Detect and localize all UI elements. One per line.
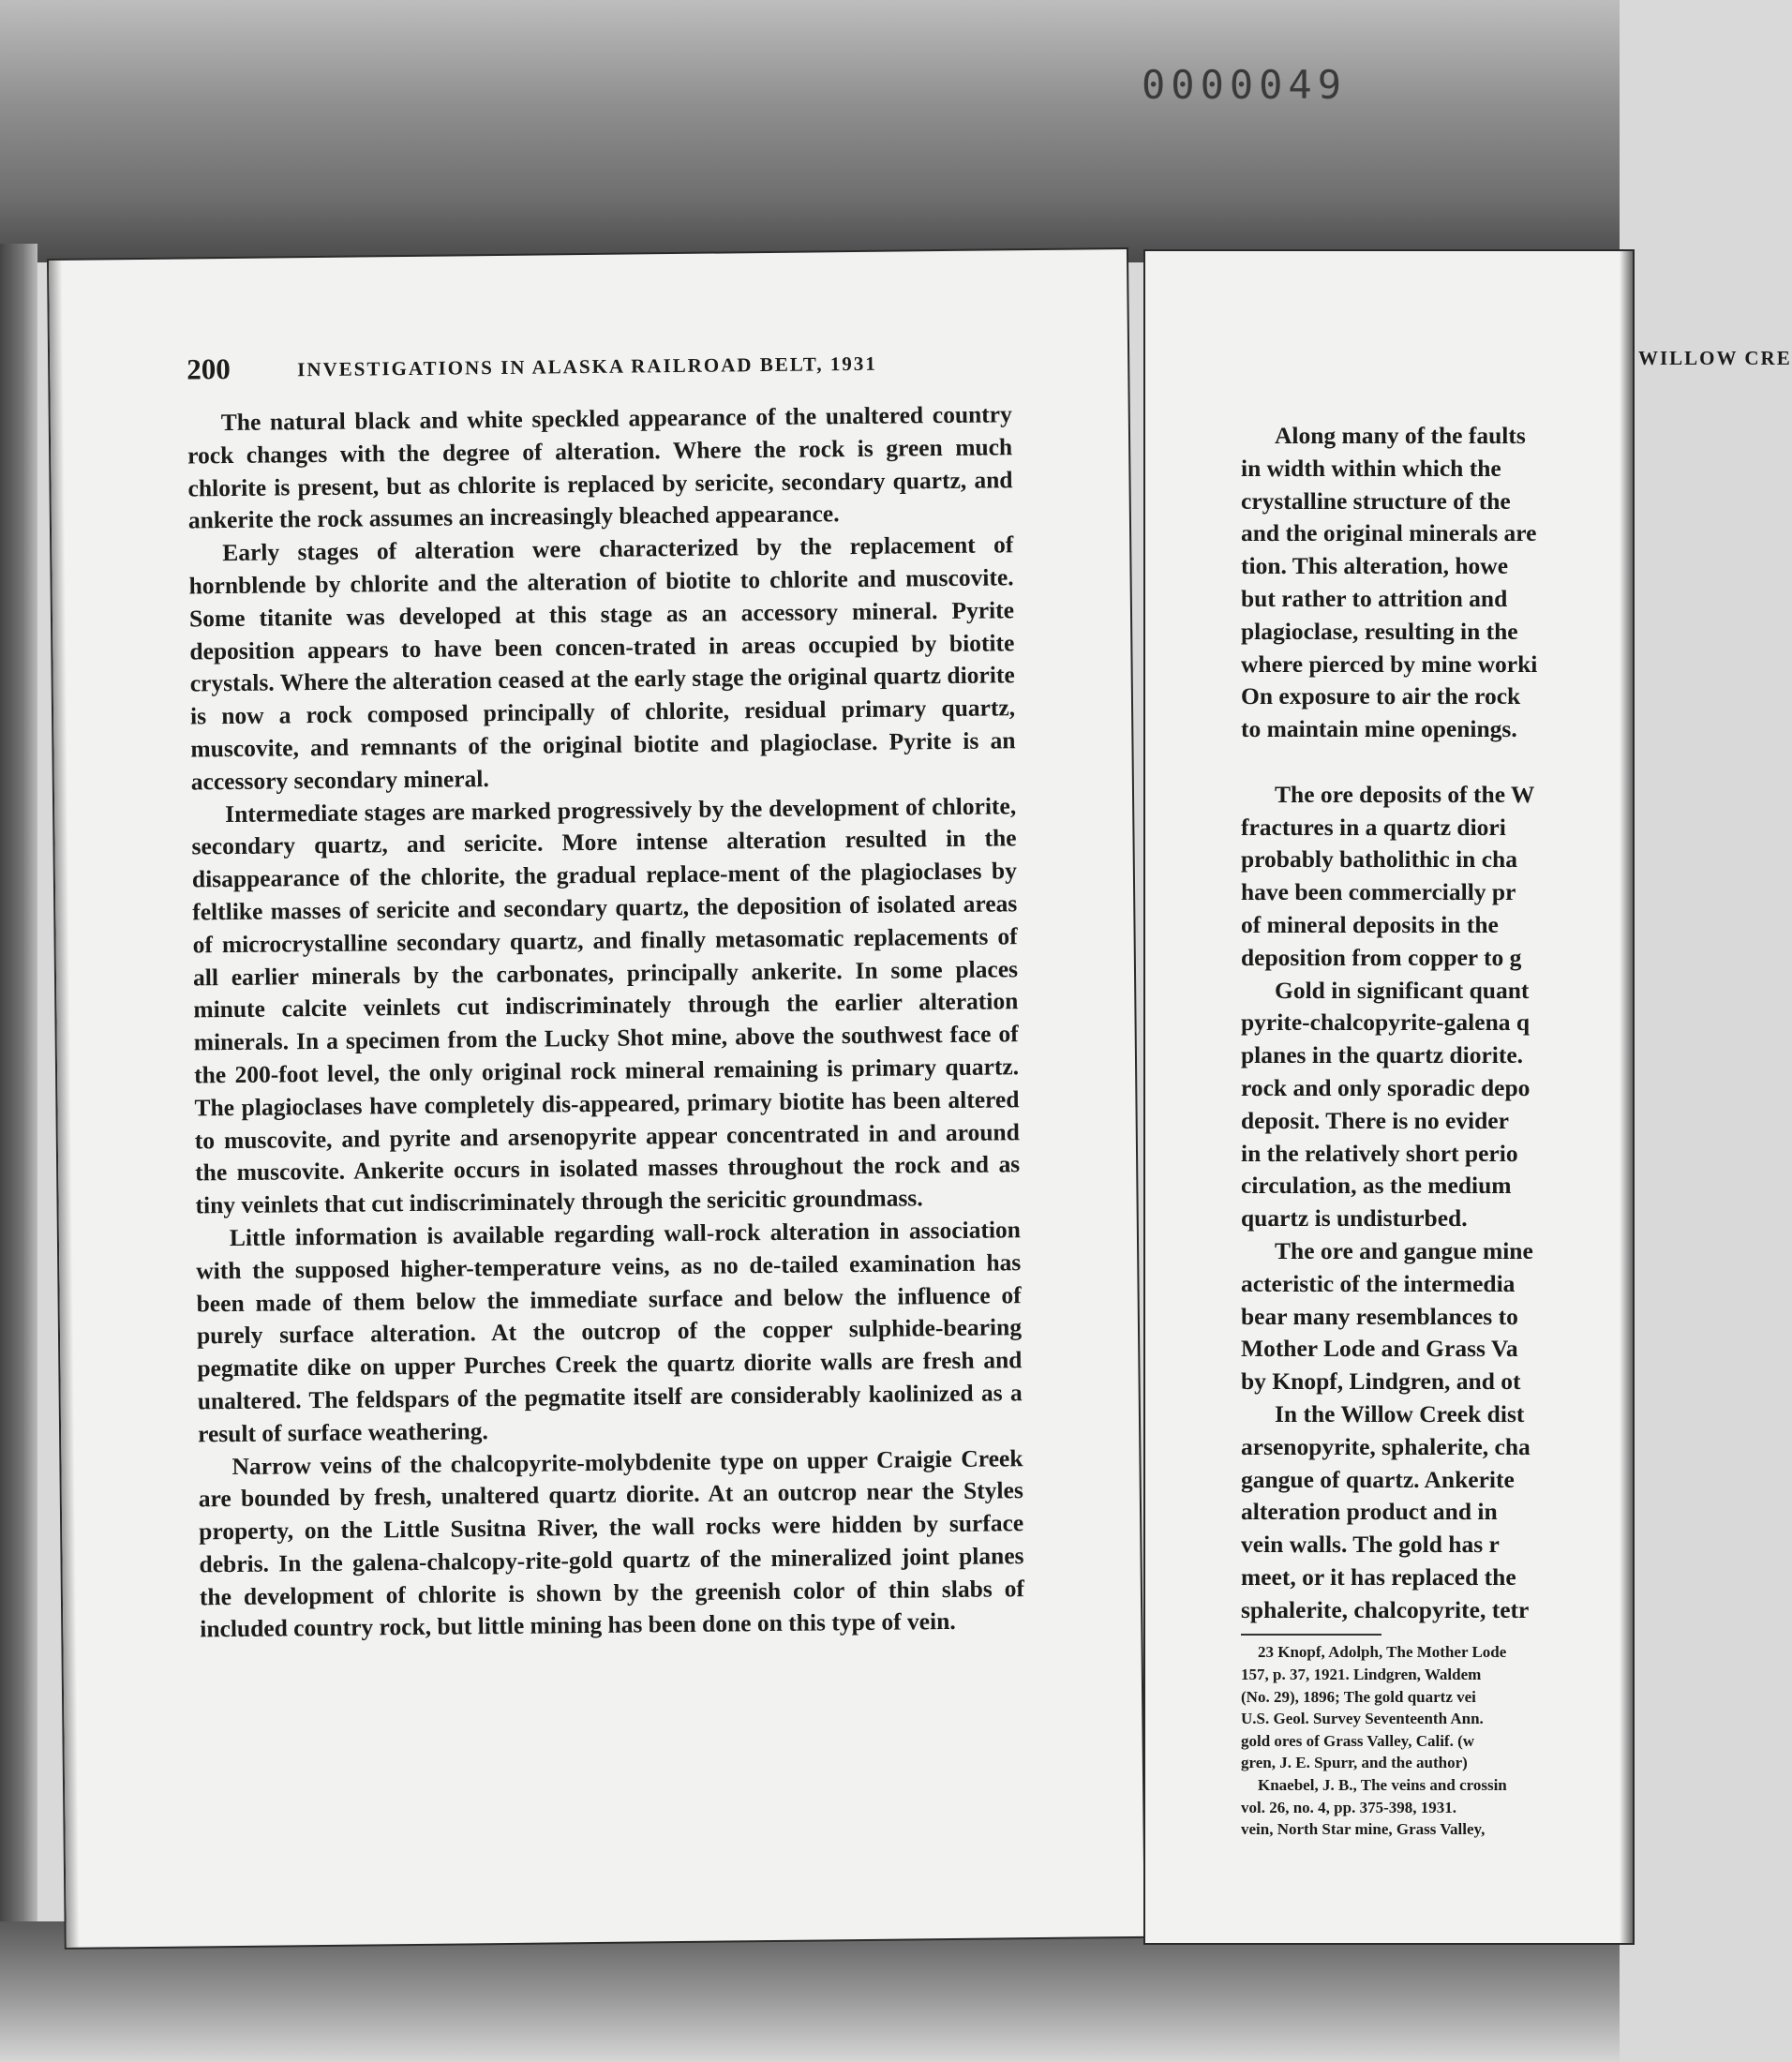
text-line: wall rocks were hidden by surface debris. In the galena-chalcopy- (199, 1509, 1024, 1578)
footnote-line: gold ores of Grass Valley, Calif. (w (1241, 1731, 1475, 1750)
paragraph (188, 529, 1016, 799)
text-line: accessory mineral. Pyrite deposition appears to have been concen- (189, 596, 1015, 665)
text-line: resulted in the disappearance of the chlorite, the gradual replace- (191, 824, 1017, 893)
text-line: ceased at the early stage the original quartz diorite is now a rock (189, 661, 1015, 730)
footnote-line: (No. 29), 1896; The gold quartz vei (1241, 1687, 1476, 1706)
document-id-stamp: 0000049 (1142, 62, 1348, 108)
text-line: of chlorite is shown by the greenish color of thin slabs of included (200, 1574, 1025, 1643)
text-line: circulation, as the medium (1241, 1172, 1512, 1200)
text-line: probably batholithic in cha (1241, 845, 1517, 874)
right-page-header (1241, 341, 1792, 379)
text-line: and arsenopyrite appear concentrated in and around the muscovite. (195, 1117, 1020, 1187)
left-page (49, 249, 1144, 1948)
text-line: deposit. There is no evider (1241, 1106, 1509, 1134)
text-line: planes in the quartz diorite. (1241, 1041, 1524, 1069)
footnote-line: vol. 26, no. 4, pp. 375-398, 1931. (1241, 1798, 1456, 1816)
text-line: Mother Lode and Grass Va (1241, 1335, 1518, 1363)
text-line: minerals. In a specimen from the Lucky Shot mine, above the (193, 1022, 835, 1056)
footnote-line: vein, North Star mine, Grass Valley, (1241, 1820, 1486, 1839)
text-line: bear many resemblances to (1241, 1302, 1518, 1330)
text-line: pyrite-chalcopyrite-galena q (1241, 1009, 1531, 1037)
text-line: acteristic of the intermedia (1241, 1269, 1516, 1297)
right-page-body (1241, 420, 1672, 1626)
text-line: alteration product and in (1241, 1498, 1498, 1526)
text-line: association with the supposed higher-temperature veins, as no de- (196, 1216, 1022, 1285)
text-line: of mineral deposits in the (1241, 910, 1499, 938)
text-line: of hornblende by chlorite and the alteration of biotite to chlorite (188, 530, 1014, 600)
page-edge-shadow (1620, 251, 1633, 1943)
scan-background-left (0, 244, 37, 1950)
text-line: tion. This alteration, howe (1241, 552, 1509, 580)
text-line: quartz, and finally metasomatic replacements of all earlier minerals (192, 921, 1018, 991)
text-line: by Knopf, Lindgren, and ot (1241, 1367, 1521, 1396)
text-line: Intermediate stages are marked progressively by the development (225, 793, 900, 828)
text-line: where pierced by mine worki (1241, 650, 1538, 678)
text-line: increasingly bleached appearance. (489, 500, 840, 531)
text-line: quartz, the deposition of isolated areas of microcrystalline secondary (192, 889, 1018, 959)
text-line: Gold in significant quant (1275, 976, 1530, 1004)
text-line: and remnants of the original biotite and plagioclase. Pyrite is an (309, 726, 1016, 762)
text-line: tailed examination has been made of them below the immediate (196, 1248, 1022, 1317)
text-line: trated in areas occupied by biotite crystals. Where the alteration (189, 628, 1015, 697)
footnotes (1241, 1634, 1507, 1840)
text-line: arsenopyrite, sphalerite, cha (1241, 1432, 1531, 1460)
text-line: Early stages of alteration were characterized by the replacement (222, 530, 976, 567)
text-line: by the carbonates, principally ankerite. In some places minute (193, 954, 1019, 1024)
right-page (1145, 251, 1792, 1943)
text-line: surface and below the influence of purely surface alteration. At the (196, 1280, 1022, 1350)
paragraph (191, 790, 1021, 1223)
text-line: ment of the plagioclases by feltlike masses of sericite and secondary (192, 857, 1018, 926)
text-line: rock and only sporadic depo (1241, 1073, 1531, 1101)
text-line: vein walls. The gold has r (1241, 1531, 1500, 1559)
text-line: meet, or it has replaced the (1241, 1562, 1516, 1591)
left-page-body (187, 398, 1025, 1646)
text-line: southwest face of the 200-foot level, the only original rock mineral (193, 1020, 1019, 1089)
right-page-content (1241, 341, 1792, 1841)
text-line: plagioclase, resulting in the (1241, 617, 1518, 645)
text-line: quartz is undisturbed. (1241, 1204, 1468, 1233)
paragraph (187, 398, 1013, 537)
text-line: an outcrop near the Styles property, on the Little Susitna River, the (199, 1476, 1023, 1546)
footnote-line: 23 Knopf, Adolph, The Mother Lode (1258, 1643, 1507, 1662)
page-edge-shadow (49, 261, 80, 1948)
paragraph (198, 1442, 1024, 1647)
text-line: calcite veinlets cut indiscriminately through the earlier alteration (281, 987, 1019, 1023)
text-line: Little information is available regarding wall-rock alteration in (229, 1217, 900, 1251)
text-line: In the Willow Creek dist (1275, 1399, 1525, 1427)
running-head: WILLOW CRE (1638, 347, 1792, 369)
text-line: a result of surface weathering. (197, 1379, 1023, 1448)
text-line: but rather to attrition and (1241, 584, 1508, 612)
text-line: sphalerite, chalcopyrite, tetr (1241, 1595, 1530, 1623)
text-line: composed principally of chlorite, residual primary quartz, muscovite, (190, 694, 1016, 763)
text-line: of chlorite, secondary quartz, and sericite. More intense alteration (191, 791, 1017, 860)
text-line: by sericite, secondary quartz, and ankerite the rock assumes an (187, 465, 1013, 534)
paragraph (196, 1214, 1023, 1451)
text-line: Purches Creek the quartz diorite walls are fresh and unaltered. (197, 1346, 1023, 1415)
text-line: rock is green much chlorite is present, but as chlorite is replaced (187, 433, 1013, 502)
text-line: fractures in a quartz diori (1241, 813, 1506, 841)
text-line: have been commercially pr (1241, 878, 1516, 906)
text-line: country rock, but little mining has been done on this type of vein. (293, 1607, 956, 1642)
footnote-line: U.S. Geol. Survey Seventeenth Ann. (1241, 1710, 1484, 1728)
text-line: Ankerite occurs in isolated masses throughout the rock and as tiny (195, 1150, 1021, 1219)
text-line: country rock changes with the degree of alteration. Where the (187, 400, 1012, 470)
text-line: rite-gold quartz of the mineralized joint planes the development (199, 1542, 1024, 1611)
footnote-line: 157, p. 37, 1921. Lindgren, Waldem (1241, 1666, 1482, 1684)
text-line: to maintain mine openings. (1241, 715, 1517, 743)
text-line: and muscovite. Some titanite was developed at this stage as an (188, 563, 1014, 633)
text-line: remaining is primary quartz. The plagioclases have completely dis- (194, 1053, 1020, 1122)
text-line: The ore deposits of the W (1275, 780, 1535, 808)
scan-background-top (0, 0, 1620, 262)
text-line: crystalline structure of the (1241, 486, 1511, 515)
text-line: Narrow veins of the chalcopyrite-molybdenite type on upper (231, 1445, 868, 1480)
footnote-line: gren, J. E. Spurr, and the author) (1241, 1754, 1468, 1772)
text-line: The natural black and white speckled appearance of the unaltered (220, 401, 924, 437)
text-line: appeared, primary biotite has been altered to muscovite, and pyrite (194, 1084, 1020, 1154)
text-line: On exposure to air the rock (1241, 682, 1521, 710)
footnote-line: Knaebel, J. B., The veins and crossin (1258, 1776, 1507, 1795)
text-line: gangue of quartz. Ankerite (1241, 1465, 1515, 1493)
text-line: and the original minerals are (1241, 519, 1537, 547)
text-line: veinlets that cut indiscriminately through the sericitic groundmass. (241, 1184, 923, 1219)
text-line: The ore and gangue mine (1275, 1236, 1533, 1264)
text-line: Along many of the faults (1275, 422, 1526, 449)
right-page-visible-area (1145, 251, 1792, 1943)
text-line: in width within which the (1241, 454, 1501, 482)
left-page-header (187, 344, 1011, 390)
text-line: The feldspars of the pegmatite itself are considerably kaolinized as (308, 1379, 1003, 1414)
left-page-content (187, 344, 1024, 1646)
text-line: in the relatively short perio (1241, 1139, 1518, 1167)
section-gap (1241, 746, 1672, 779)
text-line: accessory secondary mineral. (190, 764, 489, 796)
text-line: Craigie Creek are bounded by fresh, unaltered quartz diorite. At (198, 1443, 1023, 1513)
running-head: INVESTIGATIONS IN ALASKA RAILROAD BELT, 1931 (297, 351, 877, 381)
text-line: outcrop of the copper sulphide-bearing pegmatite dike on upper (197, 1313, 1023, 1382)
page-number: 200 (187, 351, 231, 386)
text-line: deposition from copper to g (1241, 943, 1522, 971)
